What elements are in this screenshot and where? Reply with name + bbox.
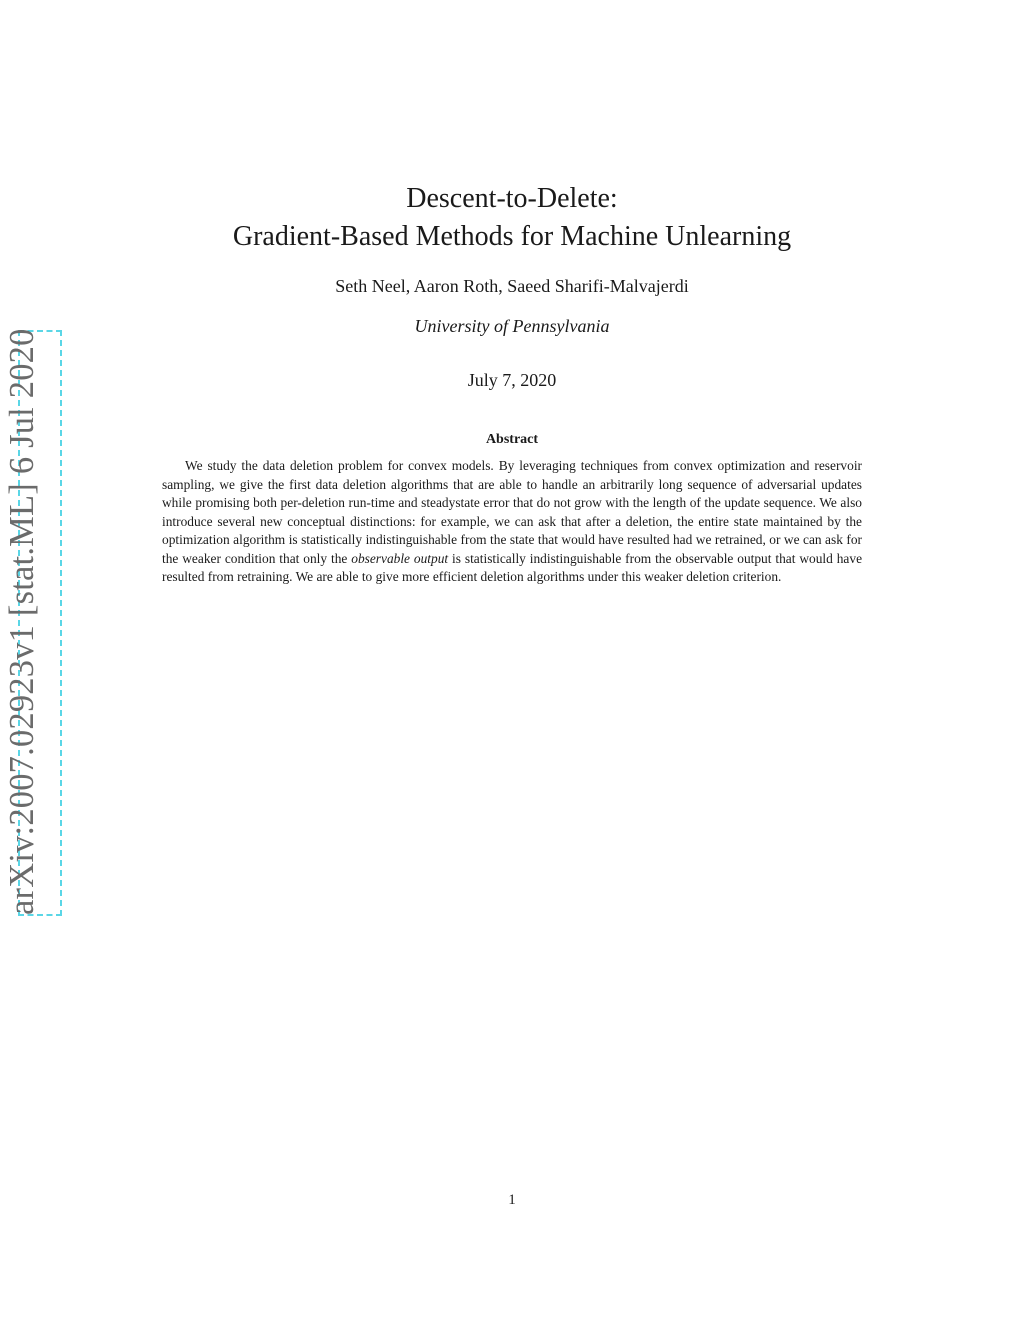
publication-date: July 7, 2020: [467, 370, 557, 390]
abstract-text: [162, 457, 862, 587]
affiliation: University of Pennsylvania: [414, 316, 610, 336]
title-line-2: Gradient-Based Methods for Machine Unlearning: [232, 221, 792, 252]
arxiv-identifier[interactable]: arXiv:2007.02923v1 [stat.ML] 6 Jul 2020: [3, 328, 41, 915]
abstract-emphasis: observable output: [351, 550, 449, 566]
abstract-text-part-2: is statistically indistinguishable from the observable output that would have resulted from retraining. We are able to give more efficient deletion algorithms under this weaker deletion criterion.: [162, 550, 863, 584]
page-number: 1: [508, 1192, 516, 1208]
abstract-heading: Abstract: [485, 432, 539, 447]
paper-title: [162, 180, 862, 256]
title-line-1: Descent-to-Delete:: [406, 183, 618, 214]
author-list: Seth Neel, Aaron Roth, Saeed Sharifi-Malvajerdi: [335, 276, 689, 296]
abstract-text-part-1: We study the data deletion problem for convex models. By leveraging techniques from convex optimization and reservoir sampling, we give the first data deletion algorithms that are able to handle an arbitrarily long sequence of adversarial updates while promising both per-deletion run-time and steadystate error that do not grow with the length of the update sequence. We also introduce several new conceptual distinctions: for example, we can ask that after a deletion, the entire state maintained by the optimization algorithm is statistically indistinguishable from the state that would have resulted had we retrained, or we can ask for the weaker condition that only the: [162, 458, 862, 566]
